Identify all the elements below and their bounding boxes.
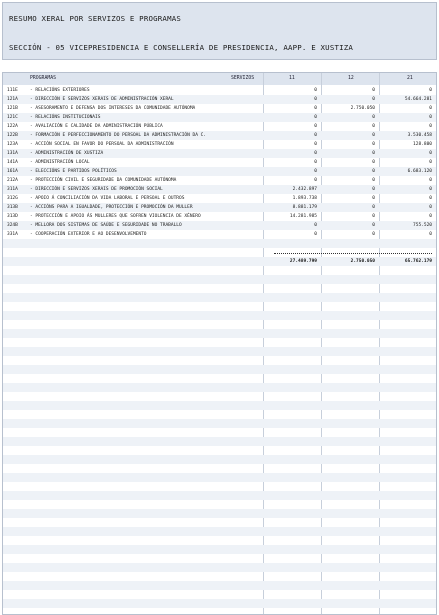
table-row: [3, 221, 436, 230]
program-code: 122A: [7, 124, 18, 129]
header-col-21: 21: [407, 76, 413, 81]
value-col-11: 0: [314, 97, 317, 102]
value-col-11: 0: [314, 232, 317, 237]
table-row: [3, 176, 436, 185]
value-col-12: 0: [372, 151, 375, 156]
table-row: [3, 95, 436, 104]
empty-row: [3, 239, 436, 248]
value-col-12: 0: [372, 205, 375, 210]
totals-row: [3, 257, 436, 266]
empty-row: [3, 347, 436, 356]
value-col-11: 0: [314, 178, 317, 183]
value-col-11: 0: [314, 106, 317, 111]
program-description: - ADMINISTRACIÓN DE XUSTIZA: [30, 151, 104, 156]
program-description: - ACCIÓNS PARA A IGUALDADE, PROTECCIÓN E PROMOCIÓN DA MULLER: [30, 205, 193, 210]
program-code: 131A: [7, 151, 18, 156]
program-description: - APOIO Á CONCILIACIÓN DA VIDA LABORAL E PERSOAL E OUTROS: [30, 196, 185, 201]
value-col-11: 14.281.985: [289, 214, 317, 219]
value-col-12: 0: [372, 187, 375, 192]
empty-row: [3, 518, 436, 527]
program-description: - DIRECCIÓN E SERVIZOS XERAIS DE ADMINISTRACIÓN XERAL: [30, 97, 174, 102]
program-description: - MELLORA DOS SISTEMAS DE SAÚDE E SEGURIDADE NO TRABALLO: [30, 223, 182, 228]
empty-row: [3, 275, 436, 284]
value-col-11: 2.432.897: [292, 187, 317, 192]
header-col-12: 12: [348, 76, 354, 81]
table-row: [3, 230, 436, 239]
value-col-12: 0: [372, 223, 375, 228]
value-col-12: 0: [372, 196, 375, 201]
program-description: - ACCIÓN SOCIAL EN FAVOR DO PERSOAL DA ADMINISTRACIÓN: [30, 142, 174, 147]
program-description: - COOPERACIÓN EXTERIOR E AO DESENVOLVEMENTO: [30, 232, 147, 237]
value-col-12: 0: [372, 214, 375, 219]
value-col-12: 2.750.050: [350, 106, 375, 111]
table-row: [3, 167, 436, 176]
program-code: 212A: [7, 178, 18, 183]
program-description: - ELECCIÓNS E PARTIDOS POLÍTICOS: [30, 169, 117, 174]
program-code: 313B: [7, 205, 18, 210]
empty-row: [3, 338, 436, 347]
empty-row: [3, 563, 436, 572]
table-row: [3, 140, 436, 149]
value-col-11: 0: [314, 151, 317, 156]
program-description: - RELACIÓNS EXTERIORES: [30, 88, 90, 93]
program-code: 324B: [7, 223, 18, 228]
empty-row: [3, 581, 436, 590]
empty-row: [3, 527, 436, 536]
value-col-11: 0: [314, 124, 317, 129]
table-row: [3, 194, 436, 203]
empty-row: [3, 365, 436, 374]
table-row: [3, 212, 436, 221]
table-row: [3, 122, 436, 131]
program-code: 141A: [7, 160, 18, 165]
value-col-21: 54.664.281: [404, 97, 432, 102]
empty-row: [3, 545, 436, 554]
program-description: - AVALIACIÓN E CALIDADE DA ADMINISTRACIÓN PÚBLICA: [30, 124, 163, 129]
program-description: - ADMINISTRACIÓN LOCAL: [30, 160, 90, 165]
table-row: [3, 203, 436, 212]
table-row: [3, 131, 436, 140]
header-servizos: SERVIZOS: [231, 76, 255, 81]
empty-row: [3, 464, 436, 473]
empty-row: [3, 608, 436, 615]
value-col-11: 1.893.738: [292, 196, 317, 201]
table-row: [3, 149, 436, 158]
value-col-21: 0: [429, 115, 432, 120]
value-col-21: 6.683.120: [407, 169, 432, 174]
empty-row: [3, 554, 436, 563]
empty-row: [3, 419, 436, 428]
empty-row: [3, 356, 436, 365]
table-row: [3, 113, 436, 122]
empty-row: [3, 410, 436, 419]
value-col-21: 0: [429, 187, 432, 192]
program-code: 121A: [7, 97, 18, 102]
program-code: 121B: [7, 106, 18, 111]
value-col-11: 0: [314, 169, 317, 174]
total-col-12: 2.750.050: [350, 259, 375, 264]
value-col-11: 0: [314, 115, 317, 120]
empty-row: [3, 446, 436, 455]
value-col-12: 0: [372, 178, 375, 183]
value-col-12: 0: [372, 115, 375, 120]
empty-row: [3, 473, 436, 482]
value-col-12: 0: [372, 232, 375, 237]
empty-row: [3, 401, 436, 410]
program-code: 121C: [7, 115, 18, 120]
value-col-21: 0: [429, 178, 432, 183]
value-col-21: 0: [429, 196, 432, 201]
empty-row: [3, 302, 436, 311]
empty-row: [3, 500, 436, 509]
table-row: [3, 185, 436, 194]
value-col-11: 0: [314, 133, 317, 138]
header-col-11: 11: [289, 76, 295, 81]
value-col-12: 0: [372, 124, 375, 129]
header-programas: PROGRAMAS: [30, 76, 56, 81]
empty-row: [3, 383, 436, 392]
program-description: - FORMACIÓN E PERFECCIONAMENTO DO PERSOAL DA ADMINISTRACIÓN DA C.: [30, 133, 207, 138]
program-description: - ASESORAMENTO E DEFENSA DOS INTERESES DA COMUNIDADE AUTÓNOMA: [30, 106, 196, 111]
empty-row: [3, 392, 436, 401]
table-header: [3, 73, 436, 85]
value-col-21: 0: [429, 124, 432, 129]
empty-row: [3, 482, 436, 491]
value-col-21: 3.530.458: [407, 133, 432, 138]
value-col-21: 0: [429, 151, 432, 156]
program-code: 312G: [7, 196, 18, 201]
value-col-21: 0: [429, 205, 432, 210]
budget-table: [2, 72, 437, 615]
program-code: 313D: [7, 214, 18, 219]
program-description: - DIRECCIÓN E SERVIZOS XERAIS DE PROMOCIÓN SOCIAL: [30, 187, 163, 192]
program-code: 331A: [7, 232, 18, 237]
program-code: 161A: [7, 169, 18, 174]
empty-row: [3, 374, 436, 383]
total-col-21: 65.762.179: [404, 259, 432, 264]
program-code: 122B: [7, 133, 18, 138]
value-col-21: 0: [429, 88, 432, 93]
value-col-21: 0: [429, 106, 432, 111]
value-col-11: 0: [314, 160, 317, 165]
table-row: [3, 158, 436, 167]
empty-row: [3, 599, 436, 608]
table-row: [3, 86, 436, 95]
report-subtitle: SECCIÓN - 05 VICEPRESIDENCIA E CONSELLERÍA DE PRESIDENCIA, AAPP. E XUSTIZA: [9, 43, 354, 52]
empty-row: [3, 428, 436, 437]
table-row: [3, 104, 436, 113]
empty-row: [3, 329, 436, 338]
value-col-21: 0: [429, 160, 432, 165]
empty-row: [3, 320, 436, 329]
program-code: 111E: [7, 88, 18, 93]
empty-row: [3, 590, 436, 599]
empty-row: [3, 248, 436, 257]
value-col-11: 0: [314, 142, 317, 147]
value-col-12: 0: [372, 160, 375, 165]
empty-row: [3, 284, 436, 293]
report-header: [2, 2, 437, 60]
value-col-12: 0: [372, 88, 375, 93]
empty-row: [3, 509, 436, 518]
empty-row: [3, 293, 436, 302]
value-col-12: 0: [372, 169, 375, 174]
program-description: - PROTECCIÓN E APOIO ÁS MULLERES QUE SOFREN VIOLENCIA DE XÉNERO: [30, 214, 201, 219]
empty-row: [3, 311, 436, 320]
empty-row: [3, 572, 436, 581]
value-col-21: 0: [429, 232, 432, 237]
value-col-11: 8.881.179: [292, 205, 317, 210]
empty-row: [3, 491, 436, 500]
value-col-21: 755.520: [413, 223, 432, 228]
value-col-12: 0: [372, 133, 375, 138]
value-col-21: 0: [429, 214, 432, 219]
empty-row: [3, 437, 436, 446]
empty-row: [3, 266, 436, 275]
program-code: 123A: [7, 142, 18, 147]
value-col-12: 0: [372, 97, 375, 102]
total-col-11: 27.489.799: [289, 259, 317, 264]
program-description: - RELACIÓNS INSTITUCIONAIS: [30, 115, 101, 120]
value-col-11: 0: [314, 223, 317, 228]
program-description: - PROTECCIÓN CIVIL E SEGURIDADE DA COMUNIDADE AUTÓNOMA: [30, 178, 177, 183]
value-col-21: 128.800: [413, 142, 432, 147]
value-col-11: 0: [314, 88, 317, 93]
program-code: 311A: [7, 187, 18, 192]
report-title: RESUMO XERAL POR SERVIZOS E PROGRAMAS: [9, 14, 182, 23]
empty-row: [3, 455, 436, 464]
value-col-12: 0: [372, 142, 375, 147]
empty-row: [3, 536, 436, 545]
